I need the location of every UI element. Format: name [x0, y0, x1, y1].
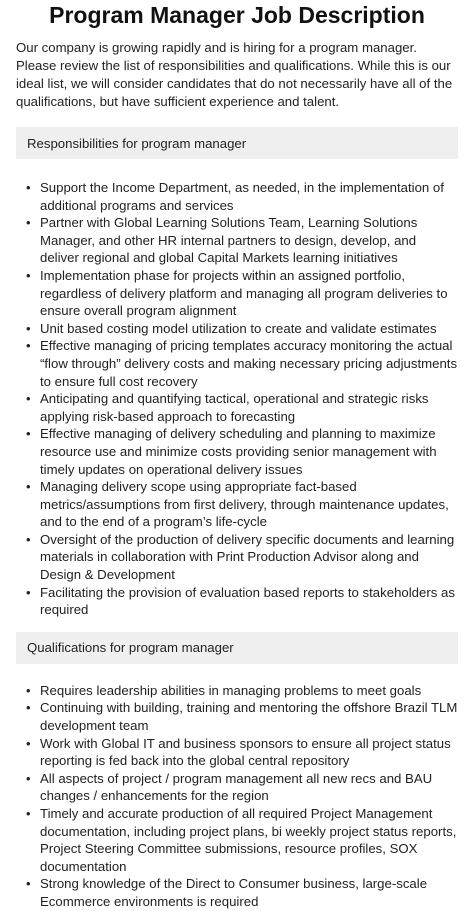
list-item-text: Work with Global IT and business sponsors to ensure all project status reporting is fed back into the global central repository — [40, 735, 451, 769]
qualifications-heading: Qualifications for program manager — [27, 640, 234, 656]
list-item — [26, 390, 458, 425]
bullet-icon: • — [26, 876, 31, 892]
list-item-text: Anticipating and quantifying tactical, operational and strategic risks applying risk-based approach to forecasting — [40, 391, 429, 424]
list-item — [26, 478, 458, 531]
list-item — [26, 267, 458, 320]
list-item-text: Continuing with building, training and mentoring the offshore Brazil TLM development team — [40, 700, 458, 734]
list-item — [26, 699, 458, 734]
list-item-text: Oversight of the production of delivery specific documents and learning materials in collaboration with Print Production Advisor along and Design & Development — [40, 531, 455, 583]
qualifications-list — [16, 682, 458, 911]
bullet-icon: • — [26, 584, 31, 600]
page-title: Program Manager Job Description — [49, 2, 425, 28]
bullet-icon: • — [26, 531, 31, 547]
bullet-icon: • — [26, 700, 31, 716]
list-item — [26, 584, 458, 619]
responsibilities-heading: Responsibilities for program manager — [27, 135, 247, 151]
list-item — [26, 805, 458, 875]
list-item — [26, 425, 458, 478]
bullet-icon: • — [26, 267, 31, 283]
list-item — [26, 320, 458, 338]
bullet-icon: • — [26, 735, 31, 751]
list-item — [26, 179, 458, 214]
list-item-text: Effective managing of pricing templates accuracy monitoring the actual “flow through” delivery costs and making necessary pricing adjustments to ensure full cost recovery — [40, 338, 458, 389]
bullet-icon: • — [26, 391, 31, 407]
list-item-text: Timely and accurate production of all required Project Management documentation, including project plans, bi weekly project status reports, Project Steering Committee submissions, resource profiles, SOX documentation — [40, 806, 457, 874]
list-item — [26, 770, 458, 805]
list-item — [26, 875, 458, 910]
bullet-icon: • — [26, 215, 31, 231]
list-item — [26, 735, 458, 770]
list-item-text: Implementation phase for projects within an assigned portfolio, regardless of delivery platform and managing all program deliveries to ensure overall program alignment — [40, 267, 448, 319]
list-item-text: Effective managing of delivery scheduling and planning to maximize resource use and minimize costs providing senior management with timely updates on operational delivery issues — [40, 426, 437, 477]
responsibilities-header — [16, 127, 458, 159]
list-item-text: Requires leadership abilities in managing problems to meet goals — [40, 682, 422, 698]
bullet-icon: • — [26, 338, 31, 354]
list-item-text: All aspects of project / program management all new recs and BAU changes / enhancements for the region — [40, 770, 433, 804]
bullet-icon: • — [26, 806, 31, 821]
bullet-icon: • — [26, 682, 31, 698]
list-item — [26, 214, 458, 267]
bullet-icon: • — [26, 479, 31, 495]
list-item-text: Partner with Global Learning Solutions Team, Learning Solutions Manager, and other HR internal partners to design, develop, and deliver regional and global Capital Markets learning initiatives — [40, 215, 418, 266]
list-item — [26, 531, 458, 584]
list-item-text: Facilitating the provision of evaluation based reports to stakeholders as required — [40, 584, 455, 618]
list-item-text: Strong knowledge of the Direct to Consumer business, large-scale Ecommerce environments is required — [40, 876, 428, 909]
list-item-text: Managing delivery scope using appropriate fact-based metrics/assumptions from first delivery, through maintenance updates, and to the end of a program’s life-cycle — [40, 479, 449, 530]
list-item-text: Support the Income Department, as needed, in the implementation of additional programs and services — [40, 180, 444, 213]
bullet-icon: • — [26, 320, 31, 336]
responsibilities-list — [16, 179, 458, 619]
list-item-text: Unit based costing model utilization to create and validate estimates — [40, 320, 437, 336]
bullet-icon: • — [26, 426, 31, 442]
list-item — [26, 682, 458, 700]
bullet-icon: • — [26, 180, 31, 195]
intro-paragraph: Our company is growing rapidly and is hiring for a program manager. Please review the list of responsibilities and qualifications. While this is our ideal list, we will consider candidates that do not necessarily have all of the qualifications, but have sufficient experience and talent. — [16, 40, 453, 109]
qualifications-header — [16, 632, 458, 664]
bullet-icon: • — [26, 770, 31, 786]
list-item — [26, 337, 458, 390]
